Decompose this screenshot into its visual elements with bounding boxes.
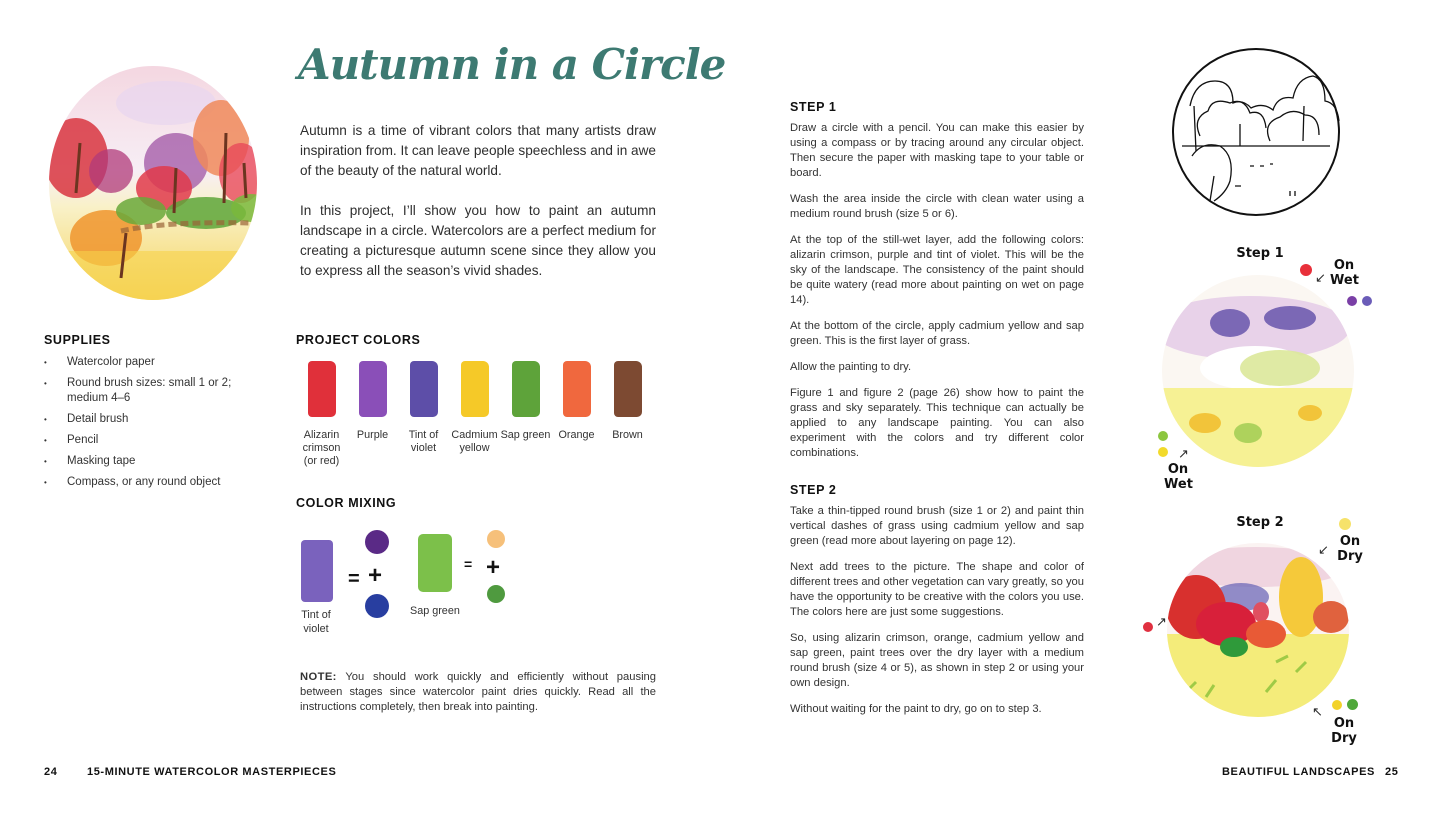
step2-bottom-note: On Dry: [1331, 716, 1357, 746]
step-paragraph: At the top of the still-wet layer, add the following colors: alizarin crimson, purple and tint of violet. This will be the sky of the landscape. The consistency of the paint should be quite watery (read more about painting on wet on page 14).: [790, 234, 1084, 306]
violet-paint-dot: [1362, 296, 1372, 306]
plus-icon: +: [368, 562, 383, 589]
supplies-list: [44, 355, 264, 490]
mix-result-chip: [418, 534, 452, 592]
step1-figure-label: Step 1: [1236, 246, 1284, 261]
swatch-chip: [563, 361, 591, 417]
purple-paint-dot: [1347, 296, 1357, 306]
step-paragraph: Without waiting for the paint to dry, go on to step 3.: [790, 703, 1042, 715]
equals-icon: =: [464, 556, 473, 572]
swatch-label: Cadmium yellow: [451, 429, 498, 454]
color-swatch: [602, 361, 653, 468]
step2-figure-label: Step 2: [1236, 515, 1284, 530]
color-swatch: [347, 361, 398, 468]
intro-paragraph: In this project, I’ll show you how to paint an autumn landscape in a circle. Watercolors are a perfect medium for creating a picturesque autumn scene since they allow you to express all the season’s vivid shades.: [300, 203, 656, 278]
step2-illustration: [1166, 542, 1350, 718]
mix-result-chip: [301, 540, 333, 602]
step-paragraph: Take a thin-tipped round brush (size 1 or 2) and paint thin vertical dashes of grass using cadmium yellow and sap green (read more about layering on page 12).: [790, 505, 1084, 547]
color-swatch: [296, 361, 347, 468]
intro-text: [300, 121, 656, 301]
steps-column: [790, 100, 1084, 728]
page-title: Autumn in a Circle: [298, 40, 726, 89]
swatch-chip: [410, 361, 438, 417]
yellow-paint-dot: [1158, 447, 1168, 457]
step-paragraph: Draw a circle with a pencil. You can make this easier by using a compass or by tracing around any circular object. Then secure the paper with masking tape to your table or board.: [790, 122, 1084, 179]
color-swatch: [449, 361, 500, 468]
mix-result-label: Tint of violet: [301, 609, 331, 635]
step-paragraph: Next add trees to the picture. The shape and color of different trees and other vegetation can vary greatly, so you have the opportunity to be creative with the colors you use. The colors here are just some suggestions.: [790, 561, 1084, 618]
supplies-section: [44, 333, 264, 496]
sketch-illustration: [1170, 46, 1342, 218]
arrow-icon: ↖: [1312, 704, 1323, 719]
green-paint-dot: [1347, 699, 1358, 710]
mix-sap-green: [410, 530, 520, 630]
swatch-label: Orange: [558, 429, 595, 441]
color-swatch: [500, 361, 551, 468]
left-page-number: 24: [44, 766, 58, 778]
step-paragraph: Allow the painting to dry.: [790, 361, 912, 373]
arrow-icon: ↗: [1156, 614, 1167, 629]
plus-icon: +: [486, 554, 501, 581]
step1-bottom-note: On Wet: [1164, 462, 1193, 492]
note-text: You should work quickly and efficiently without pausing between stages since watercolor paint dries quickly. Read all the instructions completely, then break into painting.: [300, 671, 656, 713]
right-page-number: 25: [1385, 766, 1399, 778]
swatch-label: Sap green: [500, 429, 551, 441]
supplies-heading: SUPPLIES: [44, 333, 111, 347]
color-swatch: [551, 361, 602, 468]
green-paint-dot: [1158, 431, 1168, 441]
swatch-label: Alizarin crimson (or red): [302, 429, 341, 467]
yellow-paint-dot: [1332, 700, 1342, 710]
step-paragraph: Figure 1 and figure 2 (page 26) show how to paint the grass and sky separately. This technique can actually be applied to any landscape painting. You can also experiment with the colors and try different color combinations.: [790, 387, 1084, 459]
arrow-icon: ↙: [1315, 270, 1326, 285]
project-colors-section: [296, 333, 656, 468]
supply-item: • Round brush sizes: small 1 or 2; medium 4–6: [44, 376, 264, 406]
swatch-chip: [308, 361, 336, 417]
swatch-row: [296, 361, 656, 468]
red-paint-dot: [1300, 264, 1312, 276]
step1-top-note: On Wet: [1330, 258, 1359, 288]
swatch-chip: [512, 361, 540, 417]
supply-item: • Pencil: [44, 433, 264, 448]
step-paragraph: Wash the area inside the circle with clean water using a medium round brush (size 5 or 6).: [790, 193, 1084, 220]
swatch-chip: [359, 361, 387, 417]
red-paint-dot: [1143, 622, 1153, 632]
arrow-icon: ↙: [1318, 542, 1329, 557]
mix-part-dot: [487, 530, 505, 548]
step-paragraph: So, using alizarin crimson, orange, cadmium yellow and sap green, paint trees over the dry layer with a medium round brush (size 4 or 5), as shown in step 2 or using your own design.: [790, 632, 1084, 689]
supply-item: • Compass, or any round object: [44, 475, 264, 490]
supply-item: • Masking tape: [44, 454, 264, 469]
step-heading: STEP 2: [790, 483, 837, 497]
swatch-label: Tint of violet: [408, 429, 439, 454]
step-heading: STEP 1: [790, 100, 837, 114]
note-label: NOTE:: [300, 671, 337, 683]
mix-part-dot: [365, 594, 389, 618]
left-running-title: 15-MINUTE WATERCOLOR MASTERPIECES: [87, 766, 337, 778]
right-running-title: BEAUTIFUL LANDSCAPES: [1222, 766, 1375, 778]
mix-part-dot: [365, 530, 389, 554]
swatch-label: Purple: [356, 429, 389, 441]
swatch-chip: [614, 361, 642, 417]
mix-part-dot: [487, 585, 505, 603]
step2-top-note: On Dry: [1337, 534, 1363, 564]
equals-icon: =: [348, 568, 360, 590]
step-paragraph: At the bottom of the circle, apply cadmium yellow and sap green. This is the first layer of grass.: [790, 320, 1084, 347]
step1-illustration: [1160, 273, 1356, 469]
swatch-chip: [461, 361, 489, 417]
color-mixing-heading: COLOR MIXING: [296, 496, 397, 510]
arrow-icon: ↗: [1178, 446, 1189, 461]
intro-paragraph: Autumn is a time of vibrant colors that many artists draw inspiration from. It can leave people speechless and in awe of the beauty of the natural world.: [300, 123, 656, 178]
hero-illustration: [46, 63, 260, 303]
color-mixing-section: [296, 496, 556, 510]
yellow-paint-dot: [1339, 518, 1351, 530]
supply-item: • Watercolor paper: [44, 355, 264, 370]
mix-tint-of-violet: [300, 538, 400, 638]
color-swatch: [398, 361, 449, 468]
swatch-label: Brown: [612, 429, 643, 441]
mix-result-label: Sap green: [410, 605, 460, 617]
note-box: [300, 670, 656, 715]
project-colors-heading: PROJECT COLORS: [296, 333, 421, 347]
supply-item: • Detail brush: [44, 412, 264, 427]
